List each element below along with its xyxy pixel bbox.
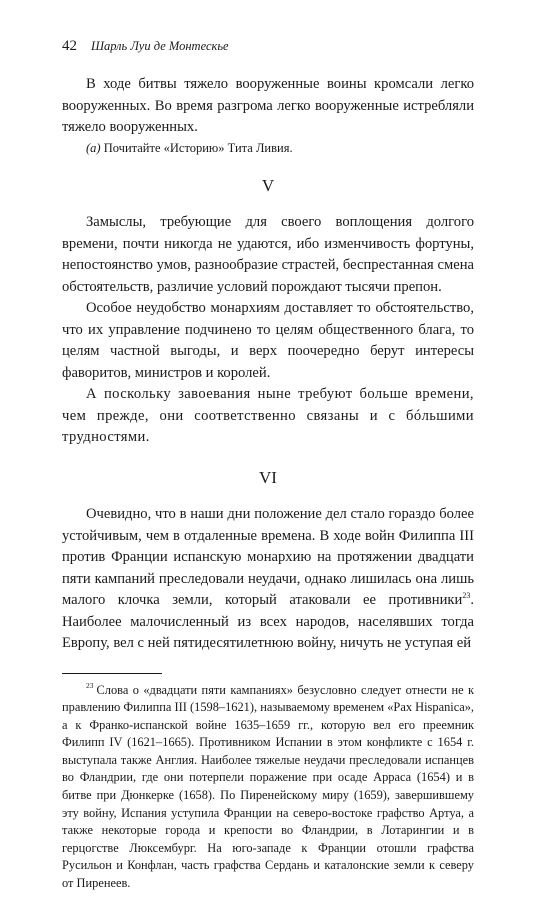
note-a <box>62 139 474 157</box>
note-a-text: Почитайте «Историю» Тита Ливия. <box>103 140 293 155</box>
page-number: 42 <box>62 38 77 54</box>
section-vi-text-cont: . Наиболее малочисленный из всех народов, населявших тогда Европу, вел с ней пятидесятилетнюю войну, ничуть не уступая ей <box>62 592 474 651</box>
footnote-divider <box>62 673 162 674</box>
section-v-paragraph-3: А поскольку завоевания ныне требуют больше времени, чем прежде, они соответственно связаны и с бóльшими трудностями. <box>62 386 474 445</box>
note-a-marker: (a) <box>86 140 101 155</box>
footnote-number: 23 <box>86 681 94 691</box>
book-page <box>62 38 474 905</box>
section-heading-v: V <box>261 175 275 195</box>
footnote-reference[interactable]: 23 <box>462 591 471 601</box>
section-heading-vi: VI <box>259 467 277 487</box>
section-vi-text: Очевидно, что в наши дни положение дел стало гораздо более устойчивым, чем в отдаленные времена. В ходе войн Филиппа III против Франции испанскую монархию на протяжении двадцати пяти кампаний преследовали неудачи, однако лишилась она лишь малого клочка земли, который атаковали ее противники <box>62 506 474 608</box>
footnote-text: Слова о «двадцати пяти кампаниях» безусловно следует отнести не к правлению Филиппа III (1598–1621), называемому временем «Pax Hispanica», а к Франко-испанской войне 1635–1659 гг., которую вел его преемник Филипп IV (1621–1665). Противником Испании в этом конфликте с 1654 г. выступала также Англия. Наиболее тяжелые неудачи преследовали испанцев во Фландрии, где они потерпели поражение при осаде Арраса (1654) и в битве при Дюнкерке (1658). По Пиренейскому миру (1659), завершившему эту войну, Испания уступила Франции на северо-востоке графство Артуа, а также некоторые города и крепости во Фландрии, в Лотарингии и в герцогстве Люксембург. На юго-западе к Франции отошли графства Русильон и Конфлан, часть графства Сердань и каталонские земли к северу от Пиренеев. <box>62 682 474 891</box>
section-vi-paragraph <box>62 504 474 655</box>
page-header <box>62 38 474 60</box>
section-v-paragraph-2: Особое неудобство монархиям доставляет то обстоятельство, что их управление подчинено то целям общественного блага, то целям частной выгоды, и верх поочередно берут интересы фаворитов, министров и королей. <box>62 300 474 381</box>
section-v-paragraph-1: Замыслы, требующие для своего воплощения долгого времени, почти никогда не удаются, ибо изменчивость фортуны, непостоянство умов, разнообразие страстей, беспрестанная смена обстоятельств, различие условий порождают тысячи препон. <box>62 214 474 295</box>
intro-paragraph: В ходе битвы тяжело вооруженные воины кромсали легко вооруженных. Во время разгрома легко вооруженные истребляли тяжело вооруженных. <box>62 76 474 135</box>
main-text <box>62 74 474 655</box>
running-head: Шарль Луи де Монтескье <box>91 39 229 53</box>
footnote-23 <box>62 682 474 893</box>
